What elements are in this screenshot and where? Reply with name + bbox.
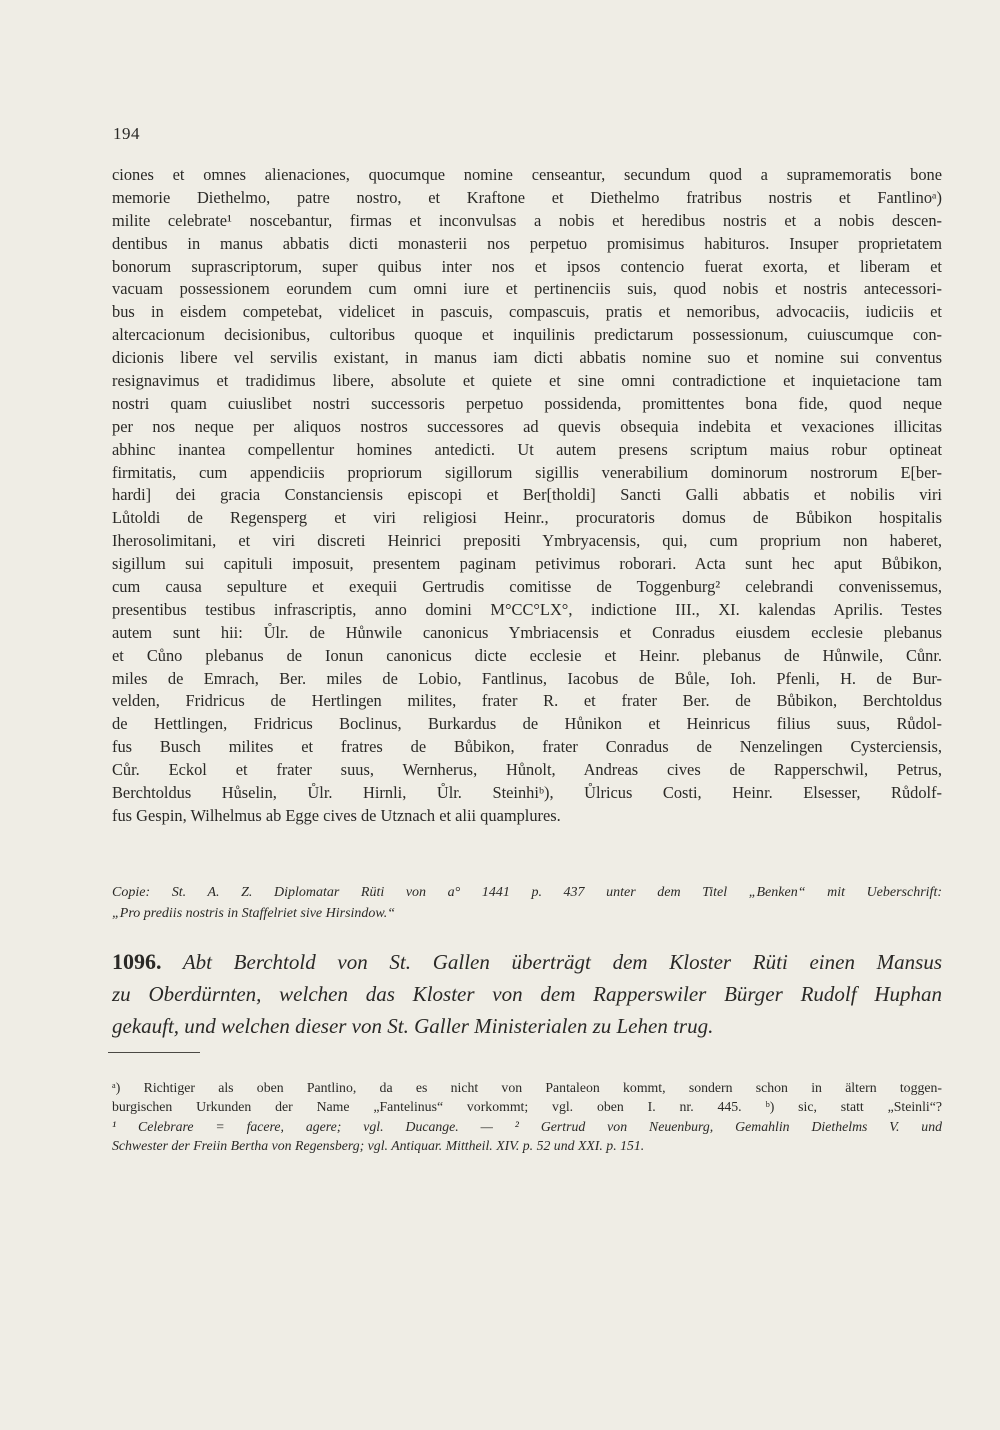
text-line: vacuam possessionem eorundem cum omni iure et pertinenciis suis, quod nobis et nostris antecessori-: [112, 279, 942, 299]
text-line: ciones et omnes alienaciones, quocumque nomine censeantur, secundum quod a supramemoratis bone: [112, 165, 942, 184]
text-line: miles de Emrach, Ber. miles de Lobio, Fantlinus, Iacobus de Bůle, Ioh. Pfenli, H. de Bur-: [112, 668, 942, 688]
text-line: abhinc inantea compellentur homines antedicti. Ut autem presens scriptum maius robur optineat: [112, 439, 942, 459]
text-line: Berchtoldus Hůselin, Ůlr. Hirnli, Ůlr. Steinhiᵇ), Ůlricus Costi, Heinr. Elsesser, Růdolf-: [112, 783, 942, 803]
text-line: hardi] dei gracia Constanciensis episcopi et Ber[tholdi] Sancti Galli abbatis et nobilis viri: [112, 485, 942, 505]
text-line: resignavimus et tradidimus libere, absolute et quiete et sine omni contradictione et inquietacione tam: [112, 371, 942, 391]
regest-line: [112, 946, 942, 978]
regest-line: zu Oberdürnten, welchen das Kloster von dem Rapperswiler Bürger Rudolf Huphan: [112, 982, 942, 1006]
text-line: et Cůno plebanus de Ionun canonicus dicte ecclesie et Heinr. plebanus de Hůnwile, Cůnr.: [112, 645, 942, 665]
text-line: memorie Diethelmo, patre nostro, et Kraftone et Diethelmo fratribus nostris et Fantlinoᵃ): [112, 187, 942, 207]
source-note: [112, 882, 942, 924]
source-note-line: „Pro prediis nostris in Staffelriet sive Hirsindow.“: [112, 906, 396, 921]
text-line: fus Busch milites et fratres de Bůbikon, frater Conradus de Nenzelingen Cysterciensis,: [112, 737, 942, 757]
text-line: presentibus testibus infrascriptis, anno domini M°CC°LX°, indictione III., XI. kalendas Aprilis. Testes: [112, 599, 942, 619]
regest-text: Abt Berchtold von St. Gallen überträgt dem Kloster Rüti einen Mansus: [161, 950, 942, 974]
source-note-line: Copie: St. A. Z. Diplomatar Rüti von a° 1441 p. 437 unter dem Titel „Benken“ mit Ueberschrift:: [112, 885, 942, 900]
text-line: bonorum suprascriptorum, super quibus inter nos et ipsos contencio fuerat exorta, et liberam et: [112, 256, 942, 276]
text-line: firmitatis, cum appendiciis propriorum sigillorum sigillis venerabilium dominorum nostrorum E[ber-: [112, 462, 942, 482]
page-number: 194: [113, 124, 140, 143]
regest-line: gekauft, und welchen dieser von St. Galler Ministerialen zu Lehen trug.: [112, 1014, 714, 1038]
footnotes: [112, 1078, 942, 1156]
text-line: milite celebrate¹ noscebantur, firmas et inconvulsas a nobis et heredibus nostris et a nobis descen-: [112, 210, 942, 230]
text-line: fus Gespin, Wilhelmus ab Egge cives de Utznach et alii quamplures.: [112, 805, 561, 825]
text-line: Cůr. Eckol et frater suus, Wernherus, Hůnolt, Andreas cives de Rapperschwil, Petrus,: [112, 760, 942, 780]
text-line: nostri quam cuiuslibet nostri successoris perpetuo possidenda, promittentes bona fide, quod neque: [112, 393, 942, 413]
text-line: velden, Fridricus de Hertlingen milites, frater R. et frater Ber. de Bůbikon, Berchtoldus: [112, 691, 942, 711]
text-line: autem sunt hii: Ůlr. de Hůnwile canonicus Ymbriacensis et Conradus eiusdem ecclesie plebanus: [112, 622, 942, 642]
text-line: Lůtoldi de Regensperg et viri religiosi Heinr., procuratoris domus de Bůbikon hospitalis: [112, 508, 942, 528]
text-line: per nos neque per aliquos nostros successores ad quevis obsequia indebita et vexaciones illicitas: [112, 416, 942, 436]
footnote-line: ¹ Celebrare = facere, agere; vgl. Ducange. — ² Gertrud von Neuenburg, Gemahlin Diethelms V. und: [112, 1118, 942, 1134]
text-line: Iherosolimitani, et viri discreti Heinrici prepositi Ymbryacensis, qui, cum proprium non haberet,: [112, 531, 942, 551]
text-line: altercacionum decisionibus, cultoribus quoque et inquilinis predictarum possessionum, cuiuscumque con-: [112, 325, 942, 345]
text-line: bus in eisdem competebat, videlicet in pascuis, compascuis, pratis et nemoribus, advocaciis, iudiciis et: [112, 302, 942, 322]
regest-heading: [112, 946, 942, 1042]
text-line: sigillum sui capituli imposuit, presentem paginam petivimus roborari. Acta sunt hec aput Bůbikon,: [112, 554, 942, 574]
text-line: cum causa sepulture et exequii Gertrudis comitisse de Toggenburg² celebrandi convenissemus,: [112, 577, 942, 597]
footnote-line: Schwester der Freiin Bertha von Regensberg; vgl. Antiquar. Mittheil. XIV. p. 52 und XXI. p. 151.: [112, 1138, 645, 1154]
text-line: dicionis libere vel servilis existant, in manus iam dicti abbatis nomine suo et nomine sui conventus: [112, 348, 942, 368]
text-line: dentibus in manus abbatis dicti monasterii nos perpetuo promisimus habituros. Insuper proprietatem: [112, 233, 942, 253]
footnote-line: burgischen Urkunden der Name „Fantelinus“ vorkommt; vgl. oben I. nr. 445. ᵇ) sic, statt „Steinli“?: [112, 1099, 942, 1115]
charter-text: [112, 164, 942, 828]
document-number: 1096.: [112, 949, 162, 974]
text-line: de Hettlingen, Fridricus Boclinus, Burkardus de Hůnikon et Heinricus filius suus, Růdol-: [112, 714, 942, 734]
footnote-line: ᵃ) Richtiger als oben Pantlino, da es nicht von Pantaleon kommt, sondern schon in ältern toggen-: [112, 1080, 942, 1095]
footnote-divider: [108, 1052, 200, 1053]
